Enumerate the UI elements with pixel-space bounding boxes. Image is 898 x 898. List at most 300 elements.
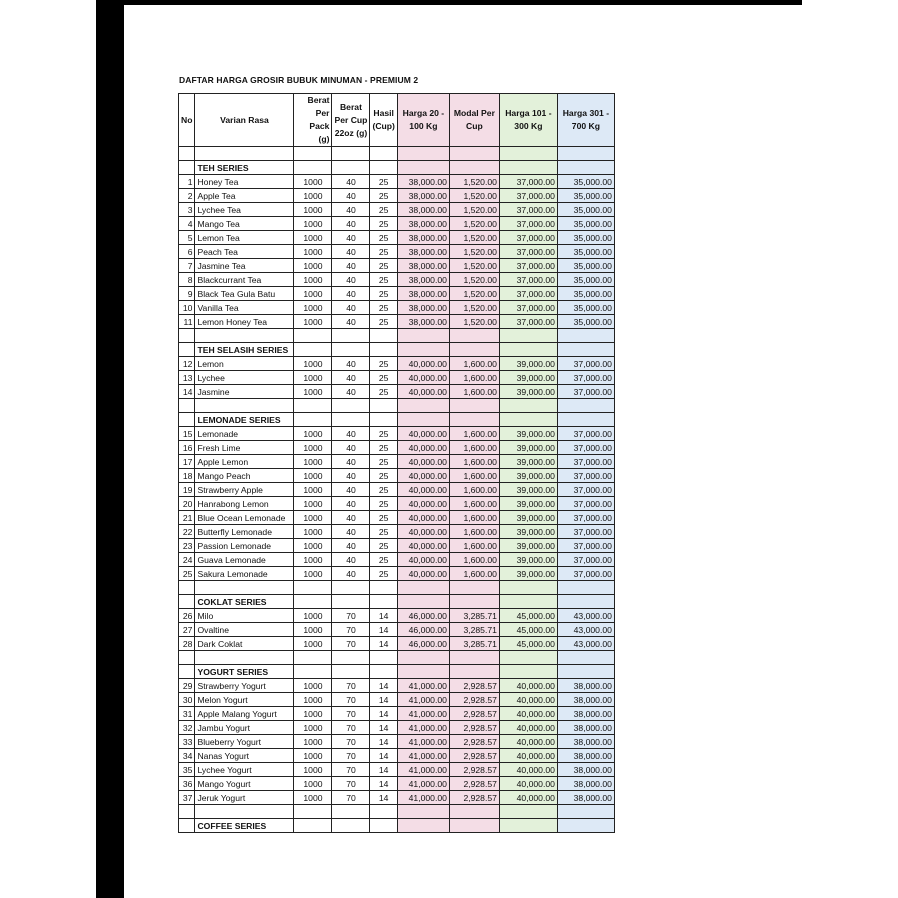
cell-harga-101-300: 37,000.00 (499, 245, 557, 259)
table-row (179, 259, 615, 273)
cell-hasil: 14 (370, 609, 397, 623)
cell-harga-101-300: 39,000.00 (499, 441, 557, 455)
empty-cell (294, 805, 332, 819)
cell-berat-pack: 1000 (294, 539, 332, 553)
empty-cell (397, 651, 449, 665)
cell-berat-cup: 40 (332, 455, 370, 469)
cell-no: 26 (179, 609, 195, 623)
empty-cell (499, 819, 557, 833)
empty-cell (179, 161, 195, 175)
cell-harga-301-700: 37,000.00 (557, 511, 614, 525)
cell-varian-rasa: Lychee Yogurt (195, 763, 294, 777)
section-title: TEH SELASIH SERIES (195, 343, 294, 357)
cell-berat-cup: 40 (332, 231, 370, 245)
cell-varian-rasa: Sakura Lemonade (195, 567, 294, 581)
cell-harga-20-100: 40,000.00 (397, 385, 449, 399)
empty-cell (557, 819, 614, 833)
cell-berat-pack: 1000 (294, 553, 332, 567)
cell-hasil: 14 (370, 791, 397, 805)
cell-modal-per-cup: 1,600.00 (449, 455, 499, 469)
cell-harga-301-700: 37,000.00 (557, 553, 614, 567)
cell-harga-20-100: 38,000.00 (397, 259, 449, 273)
empty-cell (449, 819, 499, 833)
cell-varian-rasa: Blueberry Yogurt (195, 735, 294, 749)
empty-cell (499, 399, 557, 413)
empty-cell (449, 329, 499, 343)
cell-no: 4 (179, 217, 195, 231)
cell-no: 33 (179, 735, 195, 749)
cell-harga-20-100: 38,000.00 (397, 231, 449, 245)
cell-harga-301-700: 37,000.00 (557, 357, 614, 371)
cell-modal-per-cup: 1,520.00 (449, 259, 499, 273)
cell-harga-101-300: 39,000.00 (499, 539, 557, 553)
cell-modal-per-cup: 3,285.71 (449, 609, 499, 623)
cell-berat-pack: 1000 (294, 231, 332, 245)
empty-cell (332, 413, 370, 427)
cell-modal-per-cup: 1,600.00 (449, 539, 499, 553)
cell-harga-301-700: 38,000.00 (557, 735, 614, 749)
cell-harga-20-100: 40,000.00 (397, 469, 449, 483)
empty-cell (499, 413, 557, 427)
table-row (179, 189, 615, 203)
cell-no: 24 (179, 553, 195, 567)
cell-modal-per-cup: 1,520.00 (449, 189, 499, 203)
cell-no: 6 (179, 245, 195, 259)
cell-varian-rasa: Lemon Honey Tea (195, 315, 294, 329)
cell-harga-101-300: 39,000.00 (499, 371, 557, 385)
cell-harga-20-100: 38,000.00 (397, 203, 449, 217)
cell-no: 27 (179, 623, 195, 637)
empty-cell (370, 665, 397, 679)
cell-modal-per-cup: 3,285.71 (449, 637, 499, 651)
empty-cell (370, 595, 397, 609)
cell-berat-cup: 70 (332, 749, 370, 763)
cell-harga-301-700: 43,000.00 (557, 609, 614, 623)
cell-hasil: 25 (370, 525, 397, 539)
cell-modal-per-cup: 1,600.00 (449, 553, 499, 567)
cell-harga-301-700: 37,000.00 (557, 567, 614, 581)
cell-modal-per-cup: 1,520.00 (449, 217, 499, 231)
cell-modal-per-cup: 2,928.57 (449, 679, 499, 693)
cell-berat-pack: 1000 (294, 189, 332, 203)
empty-cell (557, 399, 614, 413)
cell-berat-pack: 1000 (294, 763, 332, 777)
cell-hasil: 25 (370, 203, 397, 217)
empty-cell (499, 581, 557, 595)
cell-harga-301-700: 38,000.00 (557, 763, 614, 777)
cell-berat-cup: 40 (332, 539, 370, 553)
cell-no: 16 (179, 441, 195, 455)
empty-cell (195, 805, 294, 819)
cell-no: 7 (179, 259, 195, 273)
cell-varian-rasa: Jasmine (195, 385, 294, 399)
cell-berat-pack: 1000 (294, 637, 332, 651)
cell-harga-20-100: 41,000.00 (397, 777, 449, 791)
cell-berat-cup: 40 (332, 245, 370, 259)
cell-no: 25 (179, 567, 195, 581)
cell-no: 29 (179, 679, 195, 693)
table-row (179, 371, 615, 385)
cell-harga-101-300: 37,000.00 (499, 175, 557, 189)
cell-berat-cup: 40 (332, 511, 370, 525)
cell-harga-20-100: 46,000.00 (397, 637, 449, 651)
spacer-row (179, 399, 615, 413)
header-varian-rasa: Varian Rasa (195, 94, 294, 147)
empty-cell (370, 399, 397, 413)
cell-harga-101-300: 40,000.00 (499, 679, 557, 693)
table-row (179, 357, 615, 371)
cell-modal-per-cup: 2,928.57 (449, 749, 499, 763)
empty-cell (332, 595, 370, 609)
table-row (179, 679, 615, 693)
cell-harga-101-300: 37,000.00 (499, 315, 557, 329)
empty-cell (449, 161, 499, 175)
cell-harga-301-700: 37,000.00 (557, 455, 614, 469)
cell-varian-rasa: Lemon (195, 357, 294, 371)
cell-berat-cup: 70 (332, 609, 370, 623)
empty-cell (557, 413, 614, 427)
empty-cell (332, 343, 370, 357)
cell-varian-rasa: Melon Yogurt (195, 693, 294, 707)
cell-modal-per-cup: 2,928.57 (449, 763, 499, 777)
cell-harga-101-300: 40,000.00 (499, 763, 557, 777)
empty-cell (499, 805, 557, 819)
cell-berat-cup: 40 (332, 427, 370, 441)
cell-no: 11 (179, 315, 195, 329)
cell-no: 18 (179, 469, 195, 483)
empty-cell (195, 651, 294, 665)
cell-hasil: 25 (370, 273, 397, 287)
cell-harga-301-700: 38,000.00 (557, 749, 614, 763)
cell-berat-cup: 40 (332, 301, 370, 315)
header-modal-per-cup: Modal Per Cup (449, 94, 499, 147)
cell-berat-pack: 1000 (294, 455, 332, 469)
cell-harga-20-100: 38,000.00 (397, 301, 449, 315)
empty-cell (332, 161, 370, 175)
table-row (179, 693, 615, 707)
header-harga-20-100: Harga 20 - 100 Kg (397, 94, 449, 147)
cell-berat-cup: 40 (332, 483, 370, 497)
cell-no: 28 (179, 637, 195, 651)
cell-harga-20-100: 41,000.00 (397, 707, 449, 721)
empty-cell (557, 651, 614, 665)
cell-berat-cup: 70 (332, 679, 370, 693)
table-row (179, 553, 615, 567)
cell-hasil: 14 (370, 721, 397, 735)
empty-cell (370, 819, 397, 833)
cell-harga-301-700: 35,000.00 (557, 245, 614, 259)
cell-hasil: 14 (370, 777, 397, 791)
table-row (179, 455, 615, 469)
table-row (179, 483, 615, 497)
empty-cell (195, 399, 294, 413)
cell-berat-pack: 1000 (294, 301, 332, 315)
cell-harga-20-100: 40,000.00 (397, 553, 449, 567)
cell-modal-per-cup: 1,600.00 (449, 427, 499, 441)
cell-no: 36 (179, 777, 195, 791)
spacer-row (179, 147, 615, 161)
cell-modal-per-cup: 1,600.00 (449, 371, 499, 385)
cell-harga-301-700: 35,000.00 (557, 217, 614, 231)
empty-cell (332, 819, 370, 833)
cell-harga-101-300: 40,000.00 (499, 707, 557, 721)
cell-harga-301-700: 43,000.00 (557, 623, 614, 637)
cell-modal-per-cup: 2,928.57 (449, 707, 499, 721)
cell-harga-101-300: 40,000.00 (499, 749, 557, 763)
table-row (179, 497, 615, 511)
cell-no: 15 (179, 427, 195, 441)
cell-modal-per-cup: 2,928.57 (449, 693, 499, 707)
cell-berat-cup: 40 (332, 371, 370, 385)
cell-harga-101-300: 37,000.00 (499, 273, 557, 287)
section-title: COFFEE SERIES (195, 819, 294, 833)
empty-cell (370, 413, 397, 427)
cell-harga-20-100: 40,000.00 (397, 525, 449, 539)
cell-varian-rasa: Ovaltine (195, 623, 294, 637)
cell-no: 30 (179, 693, 195, 707)
cell-berat-pack: 1000 (294, 791, 332, 805)
cell-berat-pack: 1000 (294, 469, 332, 483)
cell-varian-rasa: Peach Tea (195, 245, 294, 259)
cell-berat-pack: 1000 (294, 483, 332, 497)
cell-berat-cup: 40 (332, 441, 370, 455)
cell-berat-pack: 1000 (294, 217, 332, 231)
cell-berat-cup: 70 (332, 693, 370, 707)
cell-hasil: 25 (370, 301, 397, 315)
empty-cell (294, 399, 332, 413)
cell-harga-101-300: 37,000.00 (499, 189, 557, 203)
table-row (179, 623, 615, 637)
cell-harga-301-700: 38,000.00 (557, 721, 614, 735)
table-body (179, 147, 615, 833)
cell-harga-301-700: 35,000.00 (557, 203, 614, 217)
cell-hasil: 25 (370, 385, 397, 399)
cell-modal-per-cup: 2,928.57 (449, 721, 499, 735)
empty-cell (499, 665, 557, 679)
cell-berat-cup: 40 (332, 357, 370, 371)
empty-cell (397, 343, 449, 357)
empty-cell (370, 343, 397, 357)
table-row (179, 441, 615, 455)
cell-hasil: 25 (370, 231, 397, 245)
empty-cell (195, 147, 294, 161)
cell-berat-cup: 40 (332, 259, 370, 273)
empty-cell (179, 343, 195, 357)
header-berat-per-pack: Berat Per Pack (g) (294, 94, 332, 147)
cell-varian-rasa: Hanrabong Lemon (195, 497, 294, 511)
cell-hasil: 14 (370, 637, 397, 651)
cell-no: 8 (179, 273, 195, 287)
cell-hasil: 25 (370, 441, 397, 455)
cell-berat-cup: 70 (332, 735, 370, 749)
empty-cell (397, 329, 449, 343)
table-row (179, 609, 615, 623)
cell-hasil: 25 (370, 497, 397, 511)
cell-harga-301-700: 35,000.00 (557, 315, 614, 329)
table-row (179, 525, 615, 539)
cell-no: 13 (179, 371, 195, 385)
empty-cell (179, 413, 195, 427)
header-harga-101-300: Harga 101 - 300 Kg (499, 94, 557, 147)
header-harga-301-700: Harga 301 - 700 Kg (557, 94, 614, 147)
cell-varian-rasa: Mango Tea (195, 217, 294, 231)
cell-harga-101-300: 40,000.00 (499, 777, 557, 791)
cell-modal-per-cup: 1,600.00 (449, 483, 499, 497)
empty-cell (449, 595, 499, 609)
header-berat-per-cup: Berat Per Cup 22oz (g) (332, 94, 370, 147)
cell-hasil: 25 (370, 427, 397, 441)
cell-varian-rasa: Jambu Yogurt (195, 721, 294, 735)
section-header-row (179, 665, 615, 679)
cell-varian-rasa: Apple Lemon (195, 455, 294, 469)
cell-varian-rasa: Lemonade (195, 427, 294, 441)
empty-cell (370, 651, 397, 665)
cell-harga-101-300: 39,000.00 (499, 525, 557, 539)
cell-no: 31 (179, 707, 195, 721)
cell-berat-cup: 70 (332, 777, 370, 791)
cell-berat-pack: 1000 (294, 609, 332, 623)
cell-harga-20-100: 40,000.00 (397, 483, 449, 497)
cell-modal-per-cup: 2,928.57 (449, 735, 499, 749)
empty-cell (499, 161, 557, 175)
cell-hasil: 25 (370, 483, 397, 497)
cell-hasil: 25 (370, 189, 397, 203)
cell-berat-cup: 70 (332, 623, 370, 637)
empty-cell (557, 805, 614, 819)
cell-modal-per-cup: 1,600.00 (449, 469, 499, 483)
empty-cell (397, 819, 449, 833)
cell-berat-pack: 1000 (294, 315, 332, 329)
empty-cell (397, 665, 449, 679)
empty-cell (449, 147, 499, 161)
cell-harga-20-100: 46,000.00 (397, 609, 449, 623)
cell-berat-pack: 1000 (294, 287, 332, 301)
cell-berat-pack: 1000 (294, 385, 332, 399)
cell-berat-pack: 1000 (294, 371, 332, 385)
cell-harga-101-300: 40,000.00 (499, 693, 557, 707)
empty-cell (179, 399, 195, 413)
cell-harga-301-700: 35,000.00 (557, 273, 614, 287)
cell-hasil: 14 (370, 623, 397, 637)
empty-cell (370, 147, 397, 161)
empty-cell (499, 651, 557, 665)
cell-modal-per-cup: 1,520.00 (449, 203, 499, 217)
table-row (179, 721, 615, 735)
table-row (179, 203, 615, 217)
cell-berat-pack: 1000 (294, 175, 332, 189)
cell-berat-cup: 40 (332, 567, 370, 581)
empty-cell (294, 343, 332, 357)
document-title: DAFTAR HARGA GROSIR BUBUK MINUMAN - PREMIUM 2 (179, 75, 419, 85)
section-title: LEMONADE SERIES (195, 413, 294, 427)
cell-harga-20-100: 40,000.00 (397, 441, 449, 455)
cell-harga-20-100: 41,000.00 (397, 721, 449, 735)
cell-berat-pack: 1000 (294, 511, 332, 525)
empty-cell (397, 581, 449, 595)
cell-no: 23 (179, 539, 195, 553)
empty-cell (294, 651, 332, 665)
empty-cell (332, 651, 370, 665)
cell-harga-301-700: 35,000.00 (557, 259, 614, 273)
cell-harga-20-100: 38,000.00 (397, 287, 449, 301)
cell-hasil: 25 (370, 315, 397, 329)
cell-harga-101-300: 40,000.00 (499, 791, 557, 805)
empty-cell (449, 399, 499, 413)
cell-berat-cup: 40 (332, 553, 370, 567)
cell-varian-rasa: Lemon Tea (195, 231, 294, 245)
cell-berat-pack: 1000 (294, 679, 332, 693)
empty-cell (294, 819, 332, 833)
cell-berat-cup: 40 (332, 287, 370, 301)
empty-cell (294, 581, 332, 595)
cell-varian-rasa: Guava Lemonade (195, 553, 294, 567)
cell-harga-101-300: 45,000.00 (499, 637, 557, 651)
empty-cell (397, 399, 449, 413)
cell-harga-20-100: 40,000.00 (397, 539, 449, 553)
table-row (179, 217, 615, 231)
cell-modal-per-cup: 1,520.00 (449, 231, 499, 245)
empty-cell (370, 581, 397, 595)
cell-harga-301-700: 37,000.00 (557, 371, 614, 385)
cell-harga-20-100: 38,000.00 (397, 273, 449, 287)
empty-cell (449, 413, 499, 427)
empty-cell (179, 665, 195, 679)
cell-no: 21 (179, 511, 195, 525)
cell-no: 35 (179, 763, 195, 777)
cell-harga-20-100: 38,000.00 (397, 175, 449, 189)
cell-berat-cup: 70 (332, 637, 370, 651)
cell-harga-20-100: 46,000.00 (397, 623, 449, 637)
spacer-row (179, 651, 615, 665)
empty-cell (332, 581, 370, 595)
empty-cell (195, 581, 294, 595)
cell-harga-20-100: 41,000.00 (397, 763, 449, 777)
cell-berat-pack: 1000 (294, 497, 332, 511)
cell-harga-101-300: 39,000.00 (499, 497, 557, 511)
cell-no: 12 (179, 357, 195, 371)
cell-harga-101-300: 39,000.00 (499, 469, 557, 483)
cell-hasil: 25 (370, 245, 397, 259)
cell-harga-101-300: 40,000.00 (499, 721, 557, 735)
cell-harga-101-300: 37,000.00 (499, 287, 557, 301)
cell-berat-pack: 1000 (294, 203, 332, 217)
empty-cell (179, 805, 195, 819)
cell-modal-per-cup: 1,600.00 (449, 525, 499, 539)
cell-harga-301-700: 37,000.00 (557, 441, 614, 455)
cell-harga-20-100: 41,000.00 (397, 679, 449, 693)
cell-modal-per-cup: 1,520.00 (449, 245, 499, 259)
cell-varian-rasa: Apple Malang Yogurt (195, 707, 294, 721)
cell-varian-rasa: Dark Coklat (195, 637, 294, 651)
cell-varian-rasa: Fresh Lime (195, 441, 294, 455)
empty-cell (179, 819, 195, 833)
table-row (179, 469, 615, 483)
cell-hasil: 14 (370, 763, 397, 777)
cell-berat-cup: 40 (332, 175, 370, 189)
empty-cell (332, 805, 370, 819)
cell-varian-rasa: Mango Peach (195, 469, 294, 483)
cell-berat-cup: 40 (332, 203, 370, 217)
empty-cell (499, 147, 557, 161)
table-row (179, 245, 615, 259)
cell-harga-101-300: 39,000.00 (499, 553, 557, 567)
cell-harga-301-700: 37,000.00 (557, 483, 614, 497)
table-row (179, 791, 615, 805)
empty-cell (557, 329, 614, 343)
cell-modal-per-cup: 2,928.57 (449, 791, 499, 805)
cell-berat-pack: 1000 (294, 525, 332, 539)
section-title: TEH SERIES (195, 161, 294, 175)
